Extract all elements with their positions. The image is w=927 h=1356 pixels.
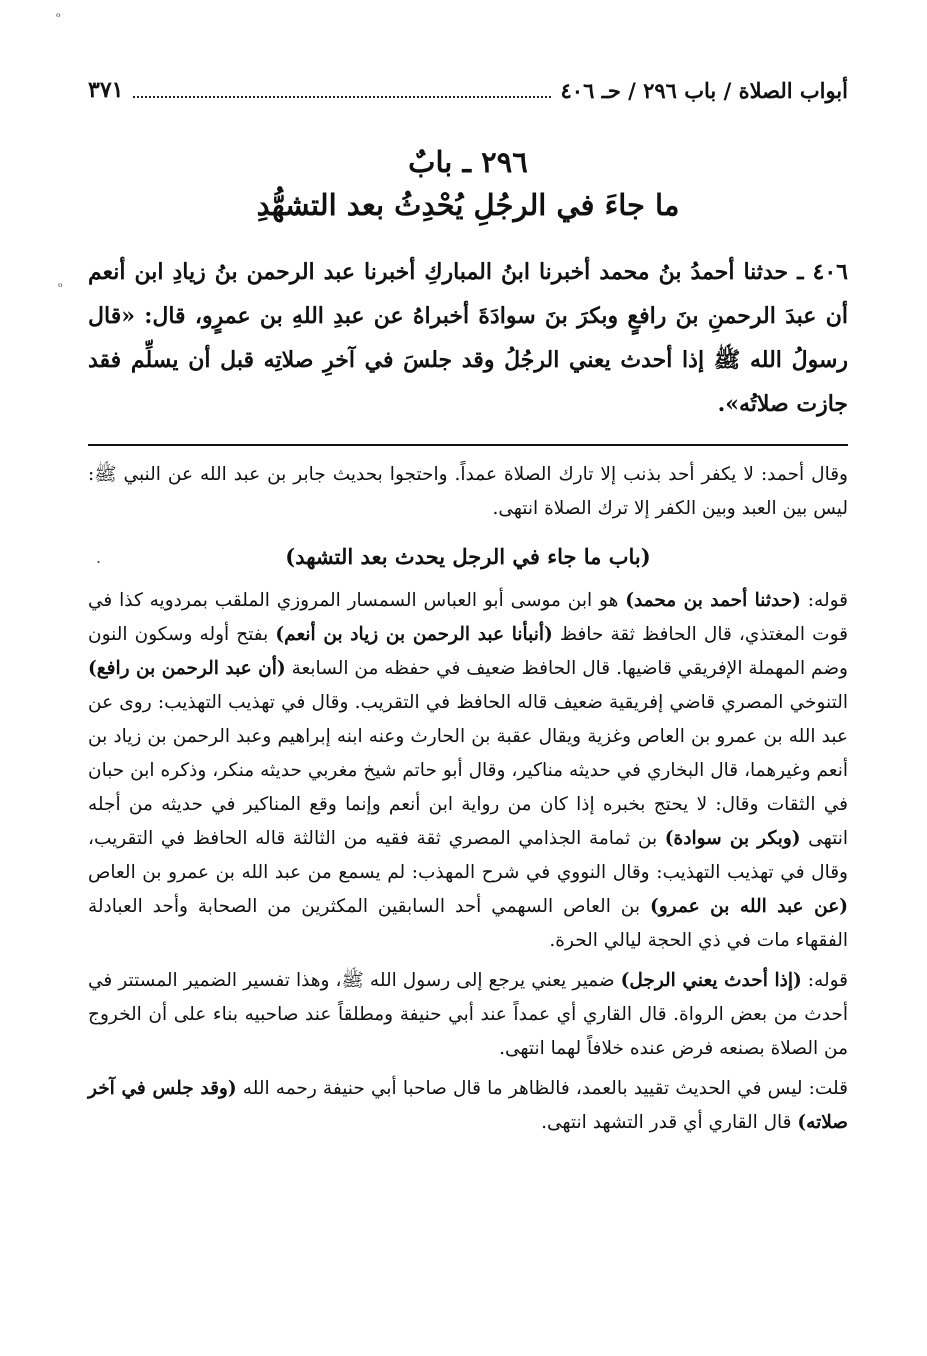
p1-key-5: (عن عبد الله بن عمرو) [650,896,848,917]
p1-key-2: (أنبأنا عبد الرحمن بن زياد بن أنعم) [275,624,553,645]
margin-mark-commentary: . [96,548,102,567]
commentary-intro: وقال أحمد: لا يكفر أحد بذنب إلا تارك الصلاة عمداً. واحتجوا بحديث جابر بن عبد الله عن النبي ﷺ: ليس بين العبد وبين الكفر إلا ترك الصلاة انتهى. [88,464,848,519]
chapter-number: ٢٩٦ ـ بابٌ [408,145,528,179]
running-title: أبواب الصلاة / باب ٢٩٦ / حـ ٤٠٦ [560,77,848,103]
page-header [88,70,848,110]
p1-text-2: بفتح أوله وسكون النون وضم المهملة الإفريقي قاضيها. قال الحافظ ضعيف في حفظه من السابعة [88,624,848,679]
p2-lead: قوله: [801,970,848,991]
p3-key-1: (وقد جلس في آخر صلاته) [88,1078,848,1133]
page-number: ٣٧١ [88,77,124,103]
p1-text-1: هو ابن موسى أبو العباس السمسار المروزي الملقب بمردويه كذا في قوت المغتذي، قال الحافظ ثقة حافظ [88,590,849,645]
chapter-title: ما جاءَ في الرجُلِ يُحْدِثُ بعد التشهُّدِ [256,188,680,222]
p1-text-4: بن ثمامة الجذامي المصري ثقة فقيه من الثالثة قاله الحافظ في التقريب، وقال في تهذيب التهذيب: وقال النووي في شرح المهذب: لم يسمع من عبد الله بن عمرو بن العاص [88,828,848,883]
header-leader-dots [133,82,550,98]
p1-text-3: التنوخي المصري قاضي إفريقية ضعيف قاله الحافظ في التقريب. وقال في تهذيب التهذيب: روى عن عبد الله بن عمرو بن العاص وغزية ويقال عقبة بن الحارث وعنه ابنه إبراهيم وعبد الرحمن بن زياد بن أنعم وغيرهما، قال البخاري في حديثه مناكير، وقال أبو حاتم شيخ مغربي حديثه منكر، وذكره ابن حبان في الثقات وقال: لا يحتج بخبره إذا كان من رواية ابن أنعم وإنما وقع المناكير في حديثه من أجله انتهى [88,692,848,849]
p1-key-4: (وبكر بن سوادة) [664,828,801,849]
commentary-section-heading: (باب ما جاء في الرجل يحدث بعد التشهد) [285,544,651,569]
p3-text-1: قال القاري أي قدر التشهد انتهى. [541,1112,798,1133]
commentary-paragraph-2 [88,964,848,1066]
p2-key-1: (إذا أحدث يعني الرجل) [620,970,802,991]
commentary [88,458,848,1140]
commentary-paragraph-3 [88,1072,848,1140]
p3-lead: قلت: ليس في الحديث تقييد بالعمد، فالظاهر ما قال صاحبا أبي حنيفة رحمه الله [236,1078,848,1099]
separator-rule [88,444,848,446]
p1-text-5: بن العاص السهمي أحد السابقين المكثرين من الصحابة وأحد العبادلة الفقهاء مات في ذي الحجة ليالي الحرة. [88,896,848,951]
p1-lead: قوله: [800,590,848,611]
margin-mark-hadith: ᵒ [58,280,63,294]
p1-key-1: (حدثنا أحمد بن محمد) [625,590,801,611]
book-page [88,70,848,1146]
margin-mark-top: ᵒ [56,10,61,24]
commentary-paragraph-1 [88,584,848,958]
hadith-text: ٤٠٦ ـ حدثنا أحمدُ بنُ محمد أخبرنا ابنُ المباركِ أخبرنا عبد الرحمن بنُ زيادِ ابن أنعم أن عبدَ الرحمنِ بنَ رافعٍ وبكرَ بنَ سوادَةَ أخبراهُ عن عبدِ اللهِ بن عمرٍو، قال: «قال رسولُ الله ﷺ إذا أحدث يعني الرجُلُ وقد جلسَ في آخرِ صلاتِه قبل أن يسلِّم فقد جازت صلاتُه». [88,259,848,417]
p1-key-3: (أن عبد الرحمن بن رافع) [88,658,286,679]
p2-text-1: ضمير يعني يرجع إلى رسول الله ﷺ، وهذا تفسير الضمير المستتر في أحدث من بعض الرواة. قال القاري أي عمداً عند أبي حنيفة ومطلقاً عند صاحبيه بناء على أن الخروج من الصلاة بصنعه فرض عنده خلافاً لهما انتهى. [88,970,848,1059]
